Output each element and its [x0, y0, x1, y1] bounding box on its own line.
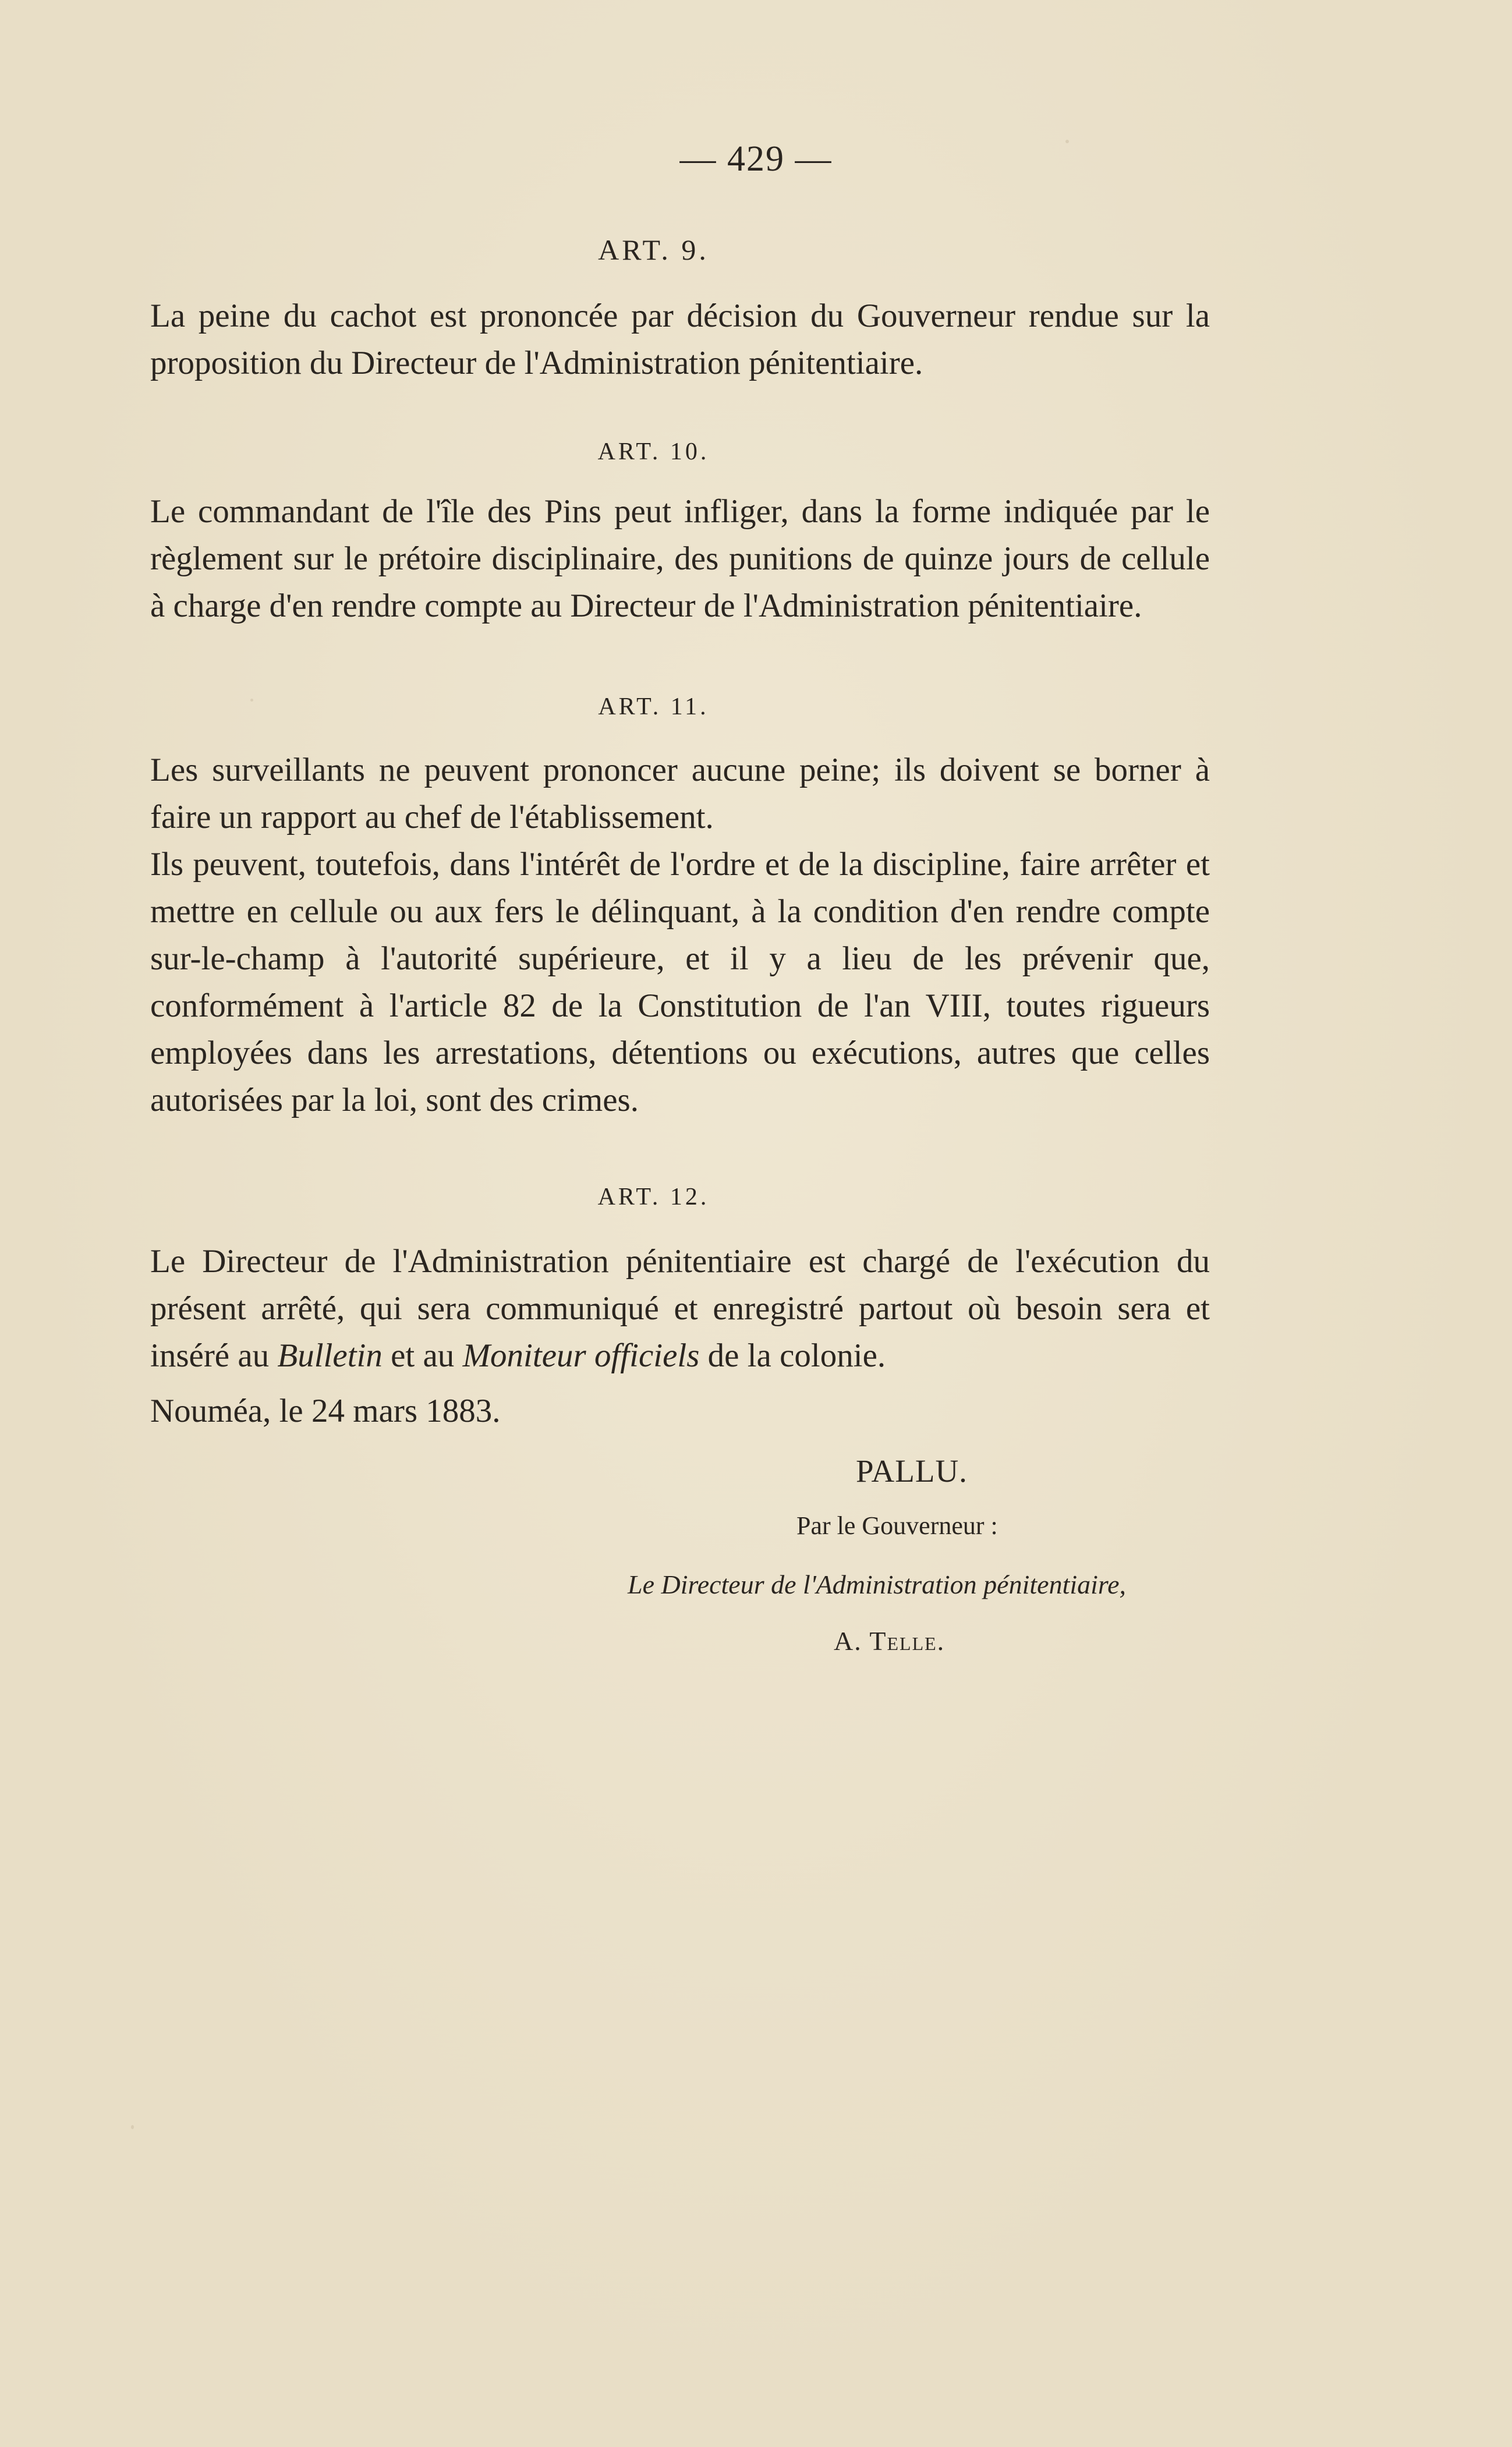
article-12-text-start: Le Directeur de l'Administration pénitentiaire est chargé de l'exécution du présent arrêté, qui sera communiqué et enregistré partout où besoin sera et inséré au [150, 1243, 1210, 1374]
article-9-paragraph: La peine du cachot est prononcée par décision du Gouverneur rendue sur la proposition du Directeur de l'Administration pénitentiaire. [150, 298, 1210, 381]
article-12-text-end: de la colonie. [699, 1337, 886, 1374]
article-10-paragraph: Le commandant de l'île des Pins peut infliger, dans la forme indiquée par le règlement sur le prétoire disciplinaire, des punitions de quinze jours de cellule à charge d'en rendre compte au Directeur de l'Administration pénitentiaire. [150, 493, 1210, 624]
moniteur-title: Moniteur officiels [462, 1337, 700, 1374]
date-line: Nouméa, le 24 mars 1883. [150, 1393, 501, 1429]
article-11-paragraph-2: Ils peuvent, toutefois, dans l'intérêt de l'ordre et de la discipline, faire arrêter et mettre en cellule ou aux fers le délinquant, à la condition d'en rendre compte sur-le-champ à l'autorité supérieure, et il y a lieu de les prévenir que, conformément à l'article 82 de la Constitution de l'an VIII, toutes rigueurs employées dans les arrestations, détentions ou exécutions, autres que celles autorisées par la loi, sont des crimes. [150, 846, 1210, 1118]
article-12-paragraph [150, 1238, 1210, 1379]
article-12-text-between: et au [382, 1337, 463, 1374]
signature-title: Le Directeur de l'Administration pénitentiaire, [628, 1570, 1127, 1599]
signatory-name: A. Telle. [834, 1626, 946, 1656]
signature-by-line: Par le Gouverneur : [796, 1511, 998, 1540]
article-heading-12: ART. 12. [597, 1184, 710, 1210]
article-heading-11: ART. 11. [598, 693, 709, 720]
bulletin-title: Bulletin [277, 1337, 383, 1374]
paper-stain [131, 2125, 134, 2129]
article-heading-10: ART. 10. [597, 438, 710, 465]
article-heading-9: ART. 9. [598, 233, 709, 266]
page-number: — 429 — [679, 139, 833, 179]
signature-name: PALLU. [856, 1453, 968, 1489]
article-11-paragraph-1: Les surveillants ne peuvent prononcer aucune peine; ils doivent se borner à faire un rapport au chef de l'établissement. [150, 752, 1210, 835]
